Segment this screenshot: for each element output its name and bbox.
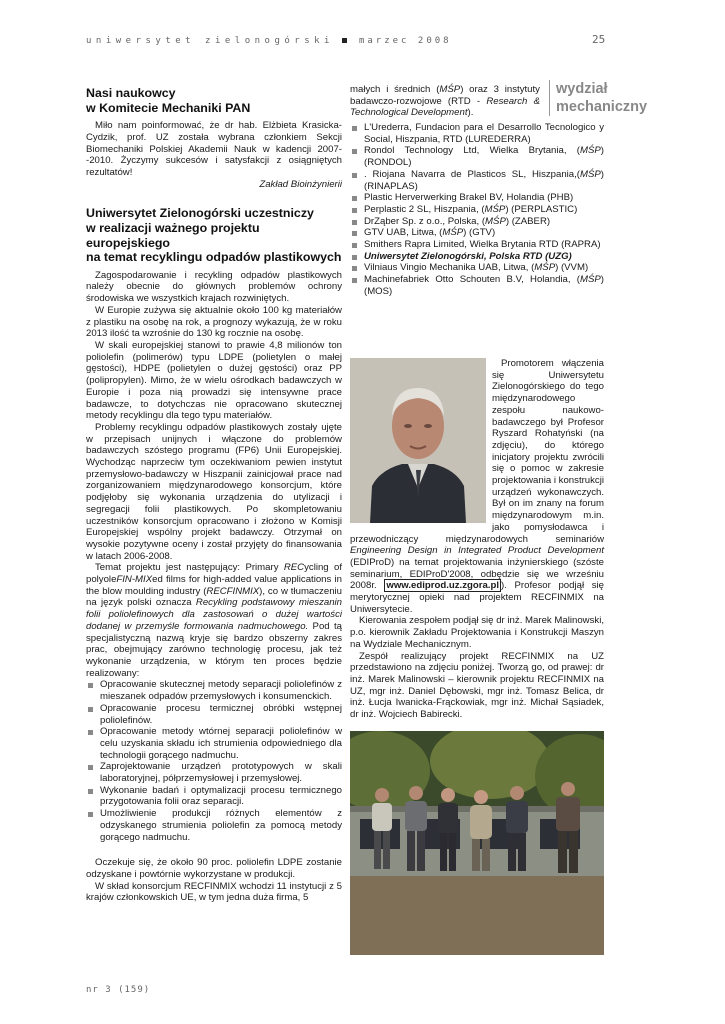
partners-list — [350, 122, 604, 298]
partners-column — [350, 122, 604, 298]
list-item: Opracowanie procesu termicznej obróbki wstępnej poliolefinów. — [86, 703, 342, 726]
list-item: Umożliwienie produkcji różnych elementów z odzyskanego strumienia poliolefin za pomocą metody gorącego nadmuchu. — [86, 808, 342, 843]
article1-signature: Zakład Bioinżynierii — [259, 178, 342, 190]
section-label-line2: mechaniczny — [556, 99, 648, 115]
list-item: Smithers Rapra Limited, Wielka Brytania RTD (RAPRA) — [350, 239, 604, 251]
list-item: Wykonanie badań i optymalizacji procesu termicznego przygotowania folii oraz separacji. — [86, 785, 342, 808]
list-item: Opracowanie skutecznej metody separacji poliolefinów z mieszanek odpadów przemysłowych i konsumenckich. — [86, 679, 342, 702]
list-item: Vilniaus Vingio Mechanika UAB, Litwa, (MŚP) (VVM) — [350, 262, 604, 274]
promoter-paragraph: Promotorem włączenia się Uniwersytetu Zielonogórskiego do tego międzynarodowego zespołu naukowo-badawczego był Profesor Ryszard Rohatyński (na zdjęciu), do którego inicjatory projektu zwrócili się o pomoc w zakresie projektowania i konstrukcji urządzeń wykonawczych. Był on im znany na forum międzynarodowym m.in. jako pomysłodawca i przewodniczący międzynarodowych seminariów Engineering Design in Integrated Product Development (EDIProD) na temat projektowania inżynierskiego (szóste seminarium, EDIProD'2008, odbędzie się we wrześniu 2008r. www.ediprod.uz.zgora.pl ). Profesor podjął się merytorycznej opieki nad projektem RECFINMIX na Uniwersytecie. — [350, 358, 605, 615]
project-title-paragraph: Temat projektu jest następujący: Primary RECycling of polyoleFIN-MIXed films for high-added value applications in the blow moulding industry (RECFINMIX), co w tłumaczeniu na język polski oznacza Recykling podstawowy mieszanin folii poliolefinowych dla zastosowań o dużej wartości dodanej w przemyśle formowania nadmuchowego. Pod tą specjalistyczną nazwą kryje się bardzo obszerny zakres prac, obejmujący zarówno technologię procesu, jak też wykonanie urządzenia, w którym ten proces będzie realizowany: — [86, 562, 343, 679]
list-item: DrZąber Sp. z o.o., Polska, (MŚP) (ZABER) — [350, 216, 604, 228]
team-photo — [350, 731, 604, 955]
list-item: L'Urederra, Fundacion para el Desarrollo Tecnologico y Social, Hiszpania, RTD (LUREDERRA) — [350, 122, 604, 145]
promoter-text — [350, 358, 604, 721]
paragraph: W skład konsorcjum RECFINMIX wchodzi 11 instytucji z 5 krajów członkowskich UE, w tym jedna duża firma, 5 — [86, 880, 342, 904]
page-number: 25 — [592, 33, 606, 46]
section-label-line1: wydział — [556, 81, 608, 97]
tasks-list — [86, 679, 342, 843]
list-item: Rondol Technology Ltd, Wielka Brytania, (MŚP) (RONDOL) — [350, 145, 604, 168]
article2-title: Uniwersytet Zielonogórski uczestniczy w realizacji ważnego projektu europejskiego na temat recyklingu odpadów plastikowych — [86, 206, 342, 265]
section-label — [549, 80, 648, 116]
article1-title: Nasi naukowcy w Komitecie Mechaniki PAN — [86, 86, 251, 115]
list-item: Plastic Herverwerking Brakel BV, Holandia (PHB) — [350, 192, 604, 204]
issue-date: marzec 2008 — [358, 36, 452, 46]
article1-body: Miło nam poinformować, że dr hab. Elżbieta Krasicka-Cydzik, prof. UZ została wybrana członkiem Sekcji Biomechaniki Polskiej Akademii Nauk w kadencji 2007--2010. Życzymy sukcesów i satysfakcji z osiągniętych rezultatów! — [86, 120, 342, 178]
left-column — [86, 86, 342, 904]
list-item: . Riojana Navarra de Plasticos SL, Hiszpania,(MŚP) (RINAPLAS) — [350, 169, 604, 192]
running-header — [86, 36, 452, 46]
paragraph: W skali europejskiej stanowi to prawie 4,8 milionów ton poliolefin (polimerów) typu LDPE (polietylen o małej gęstości), HDPE (polietylen o dużej gęstości) oraz PP (polipropylen). Mimo, że w wielu ośrodkach badawczych w Europie i poza nią prowadzi się intensywne prace badawcze, to dotychczas nie opracowano skutecznej metody recyklingu dla tego typu materiałów. — [86, 340, 342, 422]
list-item: Uniwersytet Zielonogórski, Polska RTD (UZG) — [350, 251, 604, 263]
list-item: Zaprojektowanie urządzeń prototypowych w skali laboratoryjnej, półprzemysłowej i przemysłowej. — [86, 761, 342, 784]
right-column-intro — [350, 84, 540, 119]
consortium-intro: małych i średnich (MŚP) oraz 3 instytuty badawczo-rozwojowe (RTD - Research & Technological Development). — [350, 84, 540, 119]
journal-name: uniwersytet zielonogórski — [86, 36, 334, 46]
paragraph: Kierowania zespołem podjął się dr inż. Marek Malinowski, p.o. kierownik Zakładu Projektowania i Konstrukcji Maszyn na Wydziale Mechanicznym. — [350, 615, 604, 650]
ediprod-link[interactable]: www.ediprod.uz.zgora.pl — [386, 580, 499, 592]
bullet-icon — [342, 38, 347, 43]
list-item: Perplastic 2 SL, Hiszpania, (MŚP) (PERPLASTIC) — [350, 204, 604, 216]
paragraph: Zespół realizujący projekt RECFINMIX na UZ przedstawiono na zdjęciu poniżej. Tworzą go, od prawej: dr inż. Marek Malinowski – kierownik projektu RECFINMIX na UZ, mgr inż. Daniel Dębowski, mgr inż. Tomasz Belica, dr inż. Łucja Iwanicka-Frąckowiak, mgr inż. Michał Sąsiadek, dr inż. Wojciech Babirecki. — [350, 650, 604, 721]
list-item: GTV UAB, Litwa, (MŚP) (GTV) — [350, 227, 604, 239]
paragraph: Oczekuje się, że około 90 proc. poliolefin LDPE zostanie odzyskane i powtórnie wykorzystane w produkcji. — [86, 857, 342, 880]
footer-issue: nr 3 (159) — [86, 985, 151, 995]
list-item: Opracowanie metody wtórnej separacji poliolefinów w celu uzyskania składu ich strumienia odpowiedniego dla technologii gorącego nadmuchu. — [86, 726, 342, 761]
paragraph: Problemy recyklingu odpadów plastikowych zostały ujęte w przepisach unijnych i włączone do problemów badawczych szóstego programu (FP6) Unii Europejskiej. Wychodząc naprzeciw tym oczekiwaniom pewien instytut przemysłowo-badawczy w Hiszpanii zainicjował prace nad zorganizowaniem międzynarodowego konsorcjum, które podjęłoby się wykonania urządzenia do utylizacji i segregacji folii plastikowych. Po skompletowaniu uczestników konsorcjum opracowano i złożono w Komisji Europejskiej wspólny projekt badawczy. Otrzymał on wysokie pozytywne oceny i został przyjęty do finansowania w latach 2006-2008. — [86, 421, 342, 562]
paragraph: W Europie zużywa się aktualnie około 100 kg materiałów z plastiku na osobę na rok, a prognozy wykazują, że w roku 2013 ilość ta wzrośnie do 130 kg rocznie na osobę. — [86, 304, 342, 340]
paragraph: Zagospodarowanie i recykling odpadów plastikowych należy obecnie do głównych problemów ochrony środowiska we wszystkich krajach rozwiniętych. — [86, 269, 342, 305]
list-item: Machinefabriek Otto Schouten B.V, Holandia, (MŚP) (MOS) — [350, 274, 604, 297]
team-image — [350, 731, 604, 955]
